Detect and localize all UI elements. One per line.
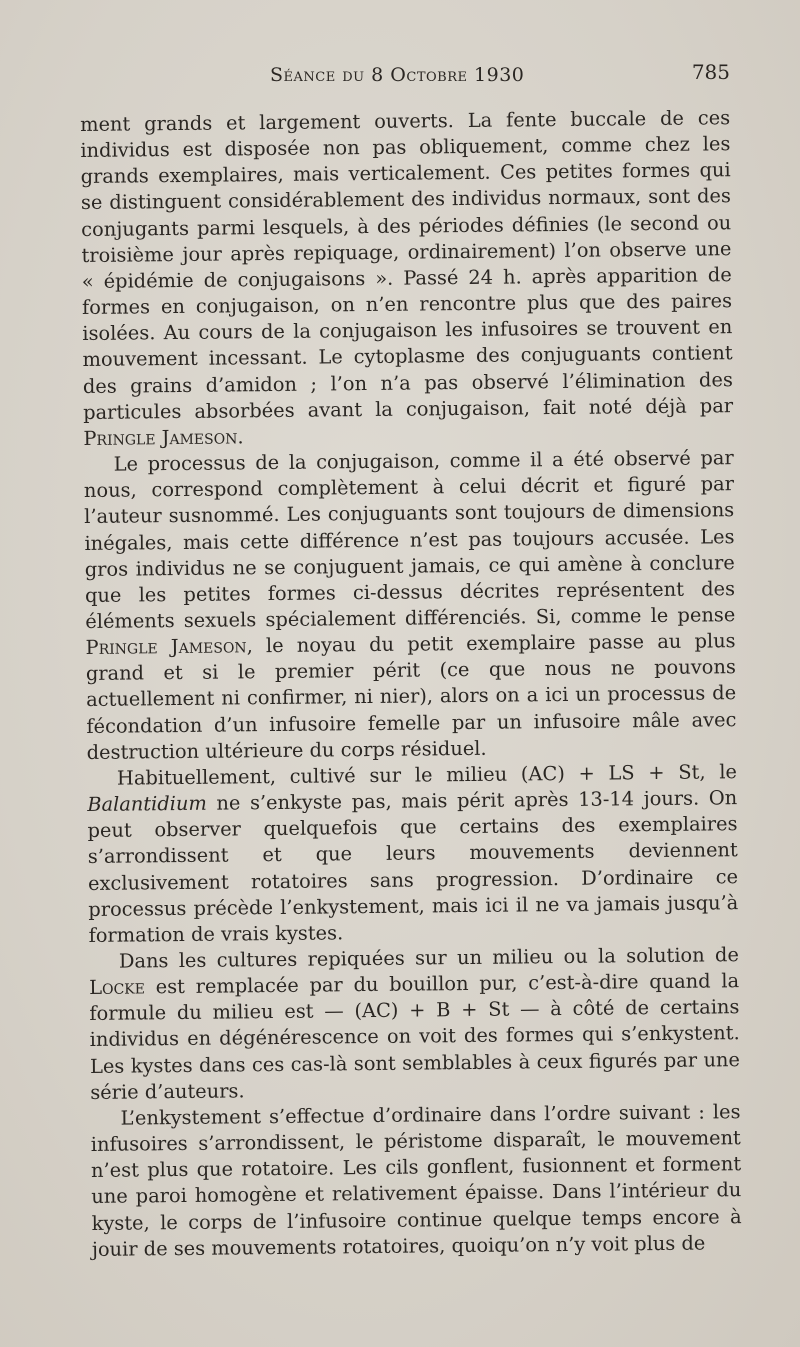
paragraph-text: ment grands et largement ouverts. La fente buccale de ces individus est disposée non pas obliquement, comme chez les grands exemplaires, mais verticalement. Ces petites formes qui se distinguent considérablement des individus normaux, sont des conjugants parmi lesquels, à des périodes définies (le second ou troisième jour après repiquage, ordinairement) l’on observe une « épidémie de conjugaisons ». Passé 24 h. après apparition de formes en conjugaison, on n’en rencontre plus que des paires isolées. Au cours de la conjugaison les infusoires se trouvent en mouvement incessant. Le cytoplasme des conjuguants contient des grains d’amidon ; l’on n’a pas observé l’élimination des particules absorbées avant la conjugaison, fait noté déjà par — [80, 106, 734, 424]
paragraph-text: L’enkystement s’effectue d’ordinaire dans l’ordre suivant : les infusoires s’arrondissent, le péristome disparaît, le mouvement n’est plus que rotatoire. Les cils gonflent, fusionnent et forment une paroi homogène et relativement épaisse. Dans l’intérieur du kyste, le corps de l’infusoire continue quelque temps encore à jouir de ses mouvements rotatoires, quoiqu’on n’y voit plus de — [90, 1100, 742, 1261]
author-name: Locke — [89, 975, 146, 1000]
paragraph-3 — [87, 759, 739, 949]
paragraph-text: Dans les cultures repiquées sur un milieu ou la solution de — [118, 943, 739, 973]
paragraph-1 — [80, 105, 734, 452]
paragraph-text: Habituellement, cultivé sur le milieu (AC) + LS + St, le — [116, 760, 738, 790]
paragraph-text: ne s’enkyste pas, mais périt après 13-14 jours. On peut observer quelquefois que certains des exemplaires s’arrondissent et que leurs mouvements deviennent exclusivement rotatoires sans progression. D’ordinaire ce processus précède l’enkystement, mais ici il ne va jamais jusqu’à formation de vrais kystes. — [87, 786, 739, 947]
page-header — [80, 60, 730, 94]
genus-name: Balantidium — [87, 791, 207, 817]
running-head: Séance du 8 Octobre 1930 — [270, 64, 525, 86]
paragraph-4 — [89, 942, 741, 1106]
paragraph-5 — [90, 1099, 742, 1263]
page-number: 785 — [691, 60, 730, 84]
paragraph-text: . — [237, 425, 244, 449]
body-text — [80, 105, 742, 1263]
paragraph-text: , le noyau du petit exemplaire passe au plus grand et si le premier périt (ce que nous ne pouvons actuellement ni confirmer, ni nier), alors on a ici un processus de fécondation d’un infusoire femelle par un infusoire mâle avec destruction ultérieure du corps résiduel. — [85, 629, 737, 764]
author-name: Pringle Jameson — [85, 634, 247, 660]
author-name: Pringle Jameson — [83, 425, 238, 450]
paragraph-2 — [84, 445, 737, 766]
paragraph-text: Le processus de la conjugaison, comme il a été observé par nous, correspond complètement à celui décrit et figuré par l’auteur susnommé. Les conjuguants sont toujours de dimensions inégales, mais cette différence n’est pas toujours accusée. Les gros individus ne se conjuguent jamais, ce qui amène à conclure que les petites formes ci-dessus décrites représentent des éléments sexuels spécialement différenciés. Si, comme le pense — [83, 446, 736, 633]
paragraph-text: est remplacée par du bouillon pur, c’est-à-dire quand la formule du milieu est — (AC) + B + St — à côté de certains individus en dégénérescence on voit des formes qui s’enkystent. Les kystes dans ces cas-là sont semblables à ceux figurés par une série d’auteurs. — [89, 969, 741, 1104]
